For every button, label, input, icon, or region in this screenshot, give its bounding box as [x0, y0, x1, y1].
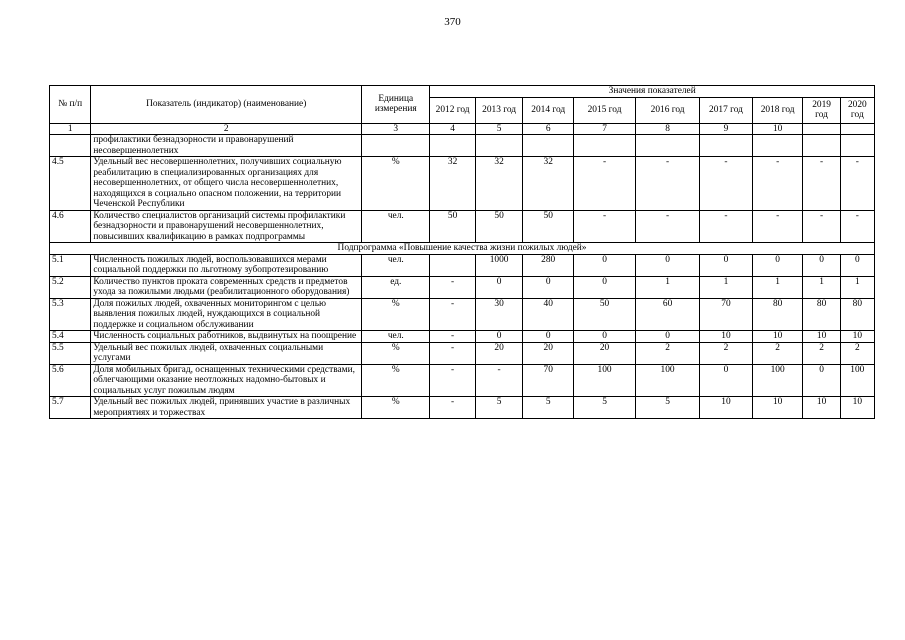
- header-year: 2014 год: [523, 97, 574, 123]
- indicator-name: Доля пожилых людей, охваченных мониторингом с целью выявления пожилых людей, нуждающихся в социальной поддержке и социальном обслуживании: [91, 298, 362, 331]
- value-cell: 32: [475, 157, 523, 211]
- value-cell: [840, 135, 874, 157]
- value-cell: 0: [752, 254, 803, 276]
- value-cell: 1000: [475, 254, 523, 276]
- value-cell: [475, 135, 523, 157]
- value-cell: 0: [803, 254, 840, 276]
- indicator-name: Удельный вес пожилых людей, охваченных социальными услугами: [91, 342, 362, 364]
- value-cell: 20: [574, 342, 636, 364]
- table-row: [50, 331, 875, 343]
- value-cell: 0: [523, 331, 574, 343]
- unit-cell: ед.: [362, 276, 430, 298]
- value-cell: -: [840, 210, 874, 243]
- value-cell: -: [574, 210, 636, 243]
- unit-cell: %: [362, 298, 430, 331]
- value-cell: -: [475, 364, 523, 397]
- column-number: 6: [523, 123, 574, 135]
- unit-cell: %: [362, 397, 430, 419]
- value-cell: -: [840, 157, 874, 211]
- value-cell: 100: [636, 364, 700, 397]
- value-cell: 0: [700, 254, 753, 276]
- indicator-name: Доля мобильных бригад, оснащенных техническими средствами, облегчающими оказание неотложных надомно-бытовых и социальных услуг пожилым людям: [91, 364, 362, 397]
- row-number: 5.3: [50, 298, 91, 331]
- value-cell: 0: [636, 331, 700, 343]
- subprogram-row: [50, 243, 875, 255]
- value-cell: -: [430, 331, 475, 343]
- value-cell: 32: [430, 157, 475, 211]
- table-row: [50, 135, 875, 157]
- table-row: [50, 397, 875, 419]
- value-cell: 0: [636, 254, 700, 276]
- value-cell: 100: [840, 364, 874, 397]
- value-cell: -: [752, 210, 803, 243]
- header-year: 2018 год: [752, 97, 803, 123]
- table-row: [50, 210, 875, 243]
- value-cell: 20: [523, 342, 574, 364]
- column-number: 7: [574, 123, 636, 135]
- row-number: 5.7: [50, 397, 91, 419]
- row-number: [50, 135, 91, 157]
- value-cell: 0: [840, 254, 874, 276]
- header-year: 2020 год: [840, 97, 874, 123]
- column-number: [803, 123, 840, 135]
- header-year: 2013 год: [475, 97, 523, 123]
- value-cell: 80: [803, 298, 840, 331]
- value-cell: 5: [475, 397, 523, 419]
- unit-cell: чел.: [362, 331, 430, 343]
- unit-cell: чел.: [362, 254, 430, 276]
- column-number: 3: [362, 123, 430, 135]
- row-number: 5.4: [50, 331, 91, 343]
- value-cell: 10: [803, 397, 840, 419]
- value-cell: 100: [752, 364, 803, 397]
- column-number: 2: [91, 123, 362, 135]
- indicators-table: [49, 85, 875, 419]
- indicator-name: Количество пунктов проката современных средств и предметов ухода за пожилыми людьми (реабилитационного оборудования): [91, 276, 362, 298]
- header-year: 2017 год: [700, 97, 753, 123]
- value-cell: [430, 254, 475, 276]
- header-year: 2015 год: [574, 97, 636, 123]
- value-cell: -: [700, 157, 753, 211]
- header-indicator: Показатель (индикатор) (наименование): [91, 86, 362, 124]
- value-cell: 60: [636, 298, 700, 331]
- value-cell: 2: [700, 342, 753, 364]
- indicator-name: Численность социальных работников, выдвинутых на поощрение: [91, 331, 362, 343]
- value-cell: 32: [523, 157, 574, 211]
- value-cell: 1: [700, 276, 753, 298]
- row-number: 4.6: [50, 210, 91, 243]
- value-cell: 10: [840, 397, 874, 419]
- value-cell: 0: [574, 331, 636, 343]
- value-cell: 0: [803, 364, 840, 397]
- value-cell: -: [430, 342, 475, 364]
- value-cell: 10: [840, 331, 874, 343]
- value-cell: 70: [700, 298, 753, 331]
- unit-cell: %: [362, 364, 430, 397]
- unit-cell: [362, 135, 430, 157]
- value-cell: -: [803, 157, 840, 211]
- value-cell: -: [803, 210, 840, 243]
- value-cell: -: [430, 276, 475, 298]
- value-cell: -: [430, 298, 475, 331]
- value-cell: 0: [574, 254, 636, 276]
- value-cell: -: [430, 397, 475, 419]
- column-number: 9: [700, 123, 753, 135]
- value-cell: 2: [803, 342, 840, 364]
- unit-cell: %: [362, 342, 430, 364]
- value-cell: 5: [636, 397, 700, 419]
- indicator-name: Количество специалистов организаций системы профилактики безнадзорности и правонарушений несовершеннолетних, повысивших квалификацию в рамках подпрограммы: [91, 210, 362, 243]
- column-number: 8: [636, 123, 700, 135]
- header-year: 2019 год: [803, 97, 840, 123]
- indicator-name: Удельный вес несовершеннолетних, получивших социальную реабилитацию в специализированных организациях для несовершеннолетних, от общего числа несовершеннолетних, находящихся в социально опасном положении, на территории Чеченской Республики: [91, 157, 362, 211]
- table-row: [50, 364, 875, 397]
- value-cell: [752, 135, 803, 157]
- value-cell: 1: [752, 276, 803, 298]
- value-cell: 80: [840, 298, 874, 331]
- value-cell: 10: [752, 397, 803, 419]
- value-cell: -: [430, 364, 475, 397]
- header-num: № п/п: [50, 86, 91, 124]
- value-cell: 20: [475, 342, 523, 364]
- value-cell: [803, 135, 840, 157]
- value-cell: -: [752, 157, 803, 211]
- value-cell: 80: [752, 298, 803, 331]
- row-number: 4.5: [50, 157, 91, 211]
- header-year: 2016 год: [636, 97, 700, 123]
- header-year: 2012 год: [430, 97, 475, 123]
- header-unit: Единица измерения: [362, 86, 430, 124]
- table-row: [50, 254, 875, 276]
- value-cell: -: [574, 157, 636, 211]
- value-cell: 0: [700, 364, 753, 397]
- column-number: [840, 123, 874, 135]
- indicator-name: Численность пожилых людей, воспользовавшихся мерами социальной поддержки по льготному зубопротезированию: [91, 254, 362, 276]
- value-cell: [636, 135, 700, 157]
- column-number-row: [50, 123, 875, 135]
- value-cell: 100: [574, 364, 636, 397]
- value-cell: 10: [803, 331, 840, 343]
- value-cell: 50: [574, 298, 636, 331]
- value-cell: 1: [636, 276, 700, 298]
- value-cell: -: [636, 210, 700, 243]
- indicator-name: Удельный вес пожилых людей, принявших участие в различных мероприятиях и торжествах: [91, 397, 362, 419]
- value-cell: 280: [523, 254, 574, 276]
- value-cell: 1: [840, 276, 874, 298]
- value-cell: 50: [475, 210, 523, 243]
- header-values-group: Значения показателей: [430, 86, 875, 98]
- value-cell: 0: [475, 276, 523, 298]
- row-number: 5.6: [50, 364, 91, 397]
- row-number: 5.5: [50, 342, 91, 364]
- value-cell: [700, 135, 753, 157]
- value-cell: 70: [523, 364, 574, 397]
- value-cell: 30: [475, 298, 523, 331]
- unit-cell: %: [362, 157, 430, 211]
- column-number: 4: [430, 123, 475, 135]
- value-cell: 2: [636, 342, 700, 364]
- value-cell: [574, 135, 636, 157]
- value-cell: 1: [803, 276, 840, 298]
- page-number: 370: [444, 16, 461, 28]
- indicator-name: профилактики безнадзорности и правонарушений несовершеннолетних: [91, 135, 362, 157]
- subprogram-title: Подпрограмма «Повышение качества жизни пожилых людей»: [50, 243, 875, 255]
- value-cell: 0: [475, 331, 523, 343]
- value-cell: 5: [574, 397, 636, 419]
- value-cell: 50: [523, 210, 574, 243]
- table-row: [50, 276, 875, 298]
- value-cell: 0: [574, 276, 636, 298]
- value-cell: 0: [523, 276, 574, 298]
- value-cell: 2: [752, 342, 803, 364]
- unit-cell: чел.: [362, 210, 430, 243]
- row-number: 5.1: [50, 254, 91, 276]
- value-cell: 2: [840, 342, 874, 364]
- value-cell: [523, 135, 574, 157]
- value-cell: -: [700, 210, 753, 243]
- table-row: [50, 157, 875, 211]
- value-cell: 10: [752, 331, 803, 343]
- column-number: 1: [50, 123, 91, 135]
- value-cell: 40: [523, 298, 574, 331]
- row-number: 5.2: [50, 276, 91, 298]
- table-row: [50, 342, 875, 364]
- table-row: [50, 298, 875, 331]
- value-cell: [430, 135, 475, 157]
- value-cell: 5: [523, 397, 574, 419]
- value-cell: 10: [700, 331, 753, 343]
- value-cell: 10: [700, 397, 753, 419]
- column-number: 10: [752, 123, 803, 135]
- value-cell: -: [636, 157, 700, 211]
- column-number: 5: [475, 123, 523, 135]
- value-cell: 50: [430, 210, 475, 243]
